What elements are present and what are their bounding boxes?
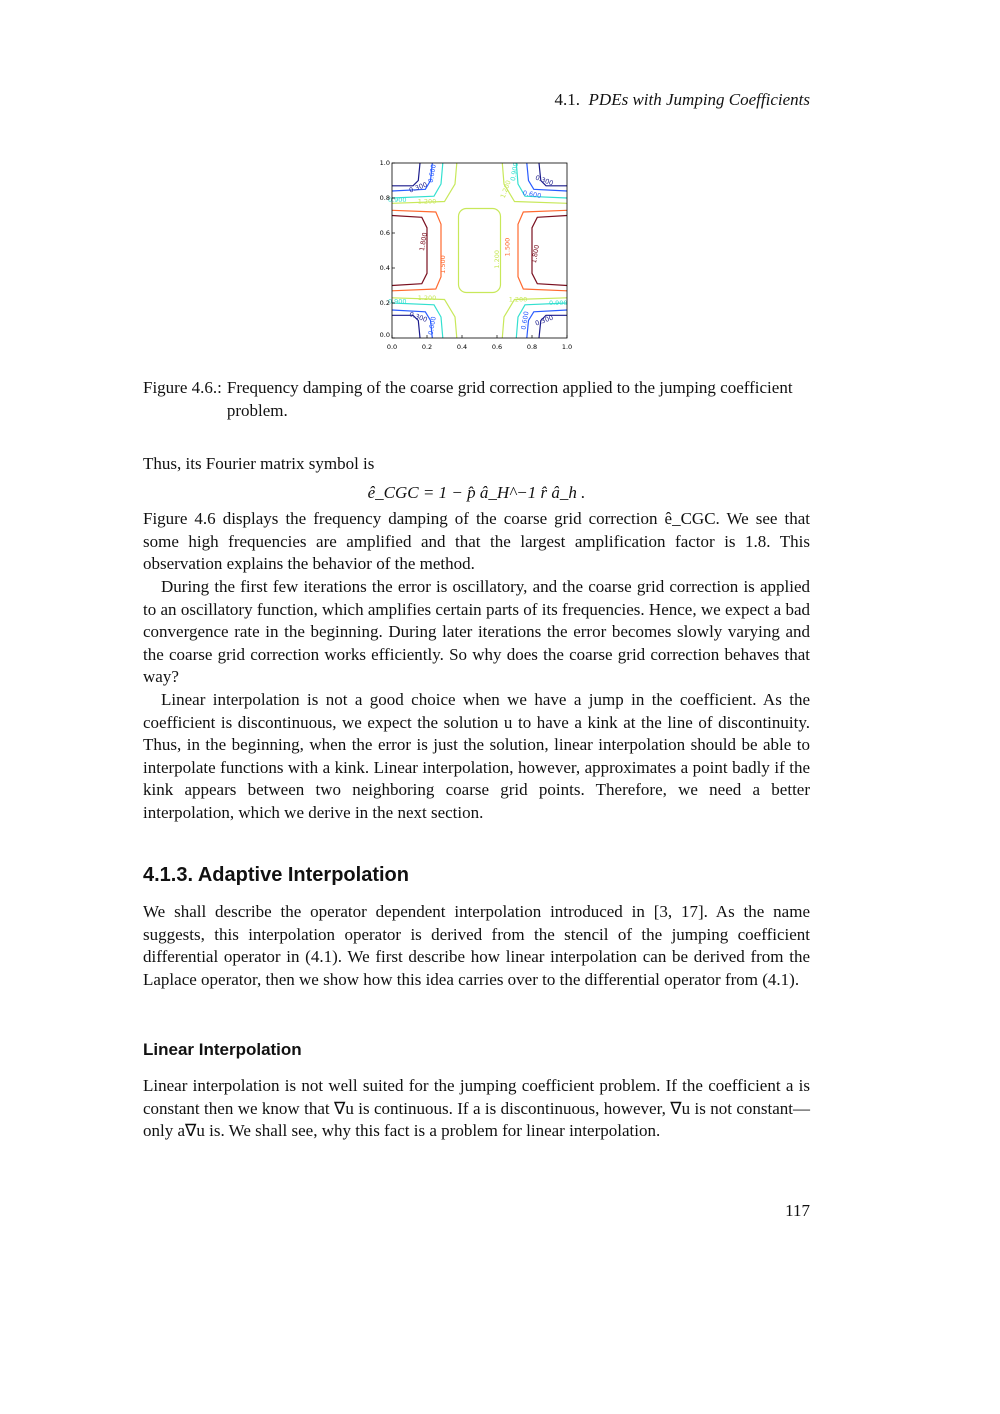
paragraph: Linear interpolation is not a good choice when we have a jump in the coefficient. As the coefficient is discontinuous, we expect the solution u to have a kink at the line of discontinuity. Thus, in the beginning, when the error is just the solution, linear interpolation should be able to interpolate functions with a kink. Linear interpolation, however, approximates a point badly if the kink appears between two neighboring coarse grid points. Therefore, we need a better interpolation, which we derive in the next section.	[143, 689, 810, 822]
contour-label: 0.300	[408, 310, 429, 324]
contour-label: 0.600	[426, 163, 438, 184]
caption-text: Frequency damping of the coarse grid correction applied to the jumping coefficient problem.	[226, 378, 793, 420]
contour-line-0.600	[527, 310, 567, 338]
paragraph: We shall describe the operator dependent interpolation introduced in [3, 17]. As the name suggests, this interpolation operator is derived from the stencil of the jumping coefficient differential operator in (4.1). We first describe how linear interpolation can be derived from the Laplace operator, then we show how this idea carries over to the differential operator from (4.1).	[143, 902, 810, 989]
paragraph: Figure 4.6 displays the frequency damping of the coarse grid correction ê_CGC. We see that some high frequencies are amplified and that the largest amplification factor is 1.8. This observation explains the behavior of the method.	[143, 509, 810, 574]
header-title: PDEs with Jumping Coefficients	[588, 90, 810, 109]
figure-caption	[143, 376, 810, 422]
x-tick-label: 0.2	[421, 343, 433, 351]
paragraph: Linear interpolation is not well suited for the jumping coefficient problem. If the coefficient a is constant then we know that ∇u is continuous. If a is discontinuous, however, ∇u is not constant—only a∇u is. We shall see, why this fact is a problem for linear interpolation.	[143, 1076, 810, 1141]
contour-label: 1.200	[493, 249, 501, 269]
contour-label: 0.600	[426, 315, 438, 336]
contour-label: 0.300	[408, 180, 429, 195]
contour-label: 0.900	[387, 297, 407, 306]
page-number: 117	[785, 1201, 810, 1220]
body-text-2	[143, 901, 810, 991]
contour-label: 0.900	[387, 195, 407, 204]
body-text-1	[143, 453, 810, 825]
contour-label: 1.200	[417, 197, 437, 206]
caption-label: Figure 4.6.:	[143, 378, 222, 397]
contour-label: 0.900	[548, 299, 568, 307]
contour-label: 1.200	[498, 179, 513, 200]
body-text-3	[143, 1075, 810, 1143]
running-header	[555, 90, 810, 110]
subsection-heading: Linear Interpolation	[143, 1040, 302, 1059]
contour-label: 0.300	[534, 313, 555, 328]
contour-line-0.300	[392, 163, 420, 186]
contour-label: 1.800	[529, 244, 542, 264]
y-tick-label: 0.2	[379, 299, 390, 307]
y-tick-label: 0.4	[379, 264, 390, 272]
x-tick-label: 1.0	[561, 343, 573, 351]
x-tick-label: 0.0	[386, 343, 398, 351]
contour-line-1.500	[518, 210, 567, 290]
y-tick-label: 1.0	[379, 159, 390, 167]
contour-label: 1.800	[417, 231, 430, 252]
x-tick-label: 0.6	[491, 343, 503, 351]
y-tick-label: 0.0	[379, 331, 390, 339]
section-heading: 4.1.3. Adaptive Interpolation	[143, 864, 409, 886]
x-tick-label: 0.4	[456, 343, 468, 351]
paragraph: Thus, its Fourier matrix symbol is	[143, 454, 375, 473]
contour-label: 1.500	[503, 237, 512, 257]
contour-label: 0.300	[534, 173, 555, 188]
y-tick-label: 0.6	[379, 229, 390, 237]
contour-plot	[360, 150, 590, 355]
contour-label: 1.200	[508, 295, 528, 304]
contour-label: 0.900	[508, 161, 521, 182]
header-section-number: 4.1.	[554, 90, 581, 109]
contour-label: 0.600	[519, 310, 531, 331]
paragraph: During the first few iterations the error is oscillatory, and the coarse grid correction is applied to an oscillatory function, which amplifies certain parts of its frequencies. Hence, we expect a bad convergence rate in the beginning. During later iterations the error becomes slowly varying and the coarse grid correction works efficiently. So why does the coarse grid correction behaves that way?	[143, 576, 810, 687]
y-tick-label: 0.8	[379, 194, 390, 202]
contour-label: 0.600	[522, 188, 542, 201]
equation: ê_CGC = 1 − p̂ â_H^−1 r̂ â_h .	[367, 482, 586, 502]
contour-line-1.500	[392, 210, 441, 290]
contour-label: 1.200	[417, 293, 437, 302]
contour-label: 1.500	[438, 255, 447, 274]
x-tick-label: 0.8	[526, 343, 538, 351]
